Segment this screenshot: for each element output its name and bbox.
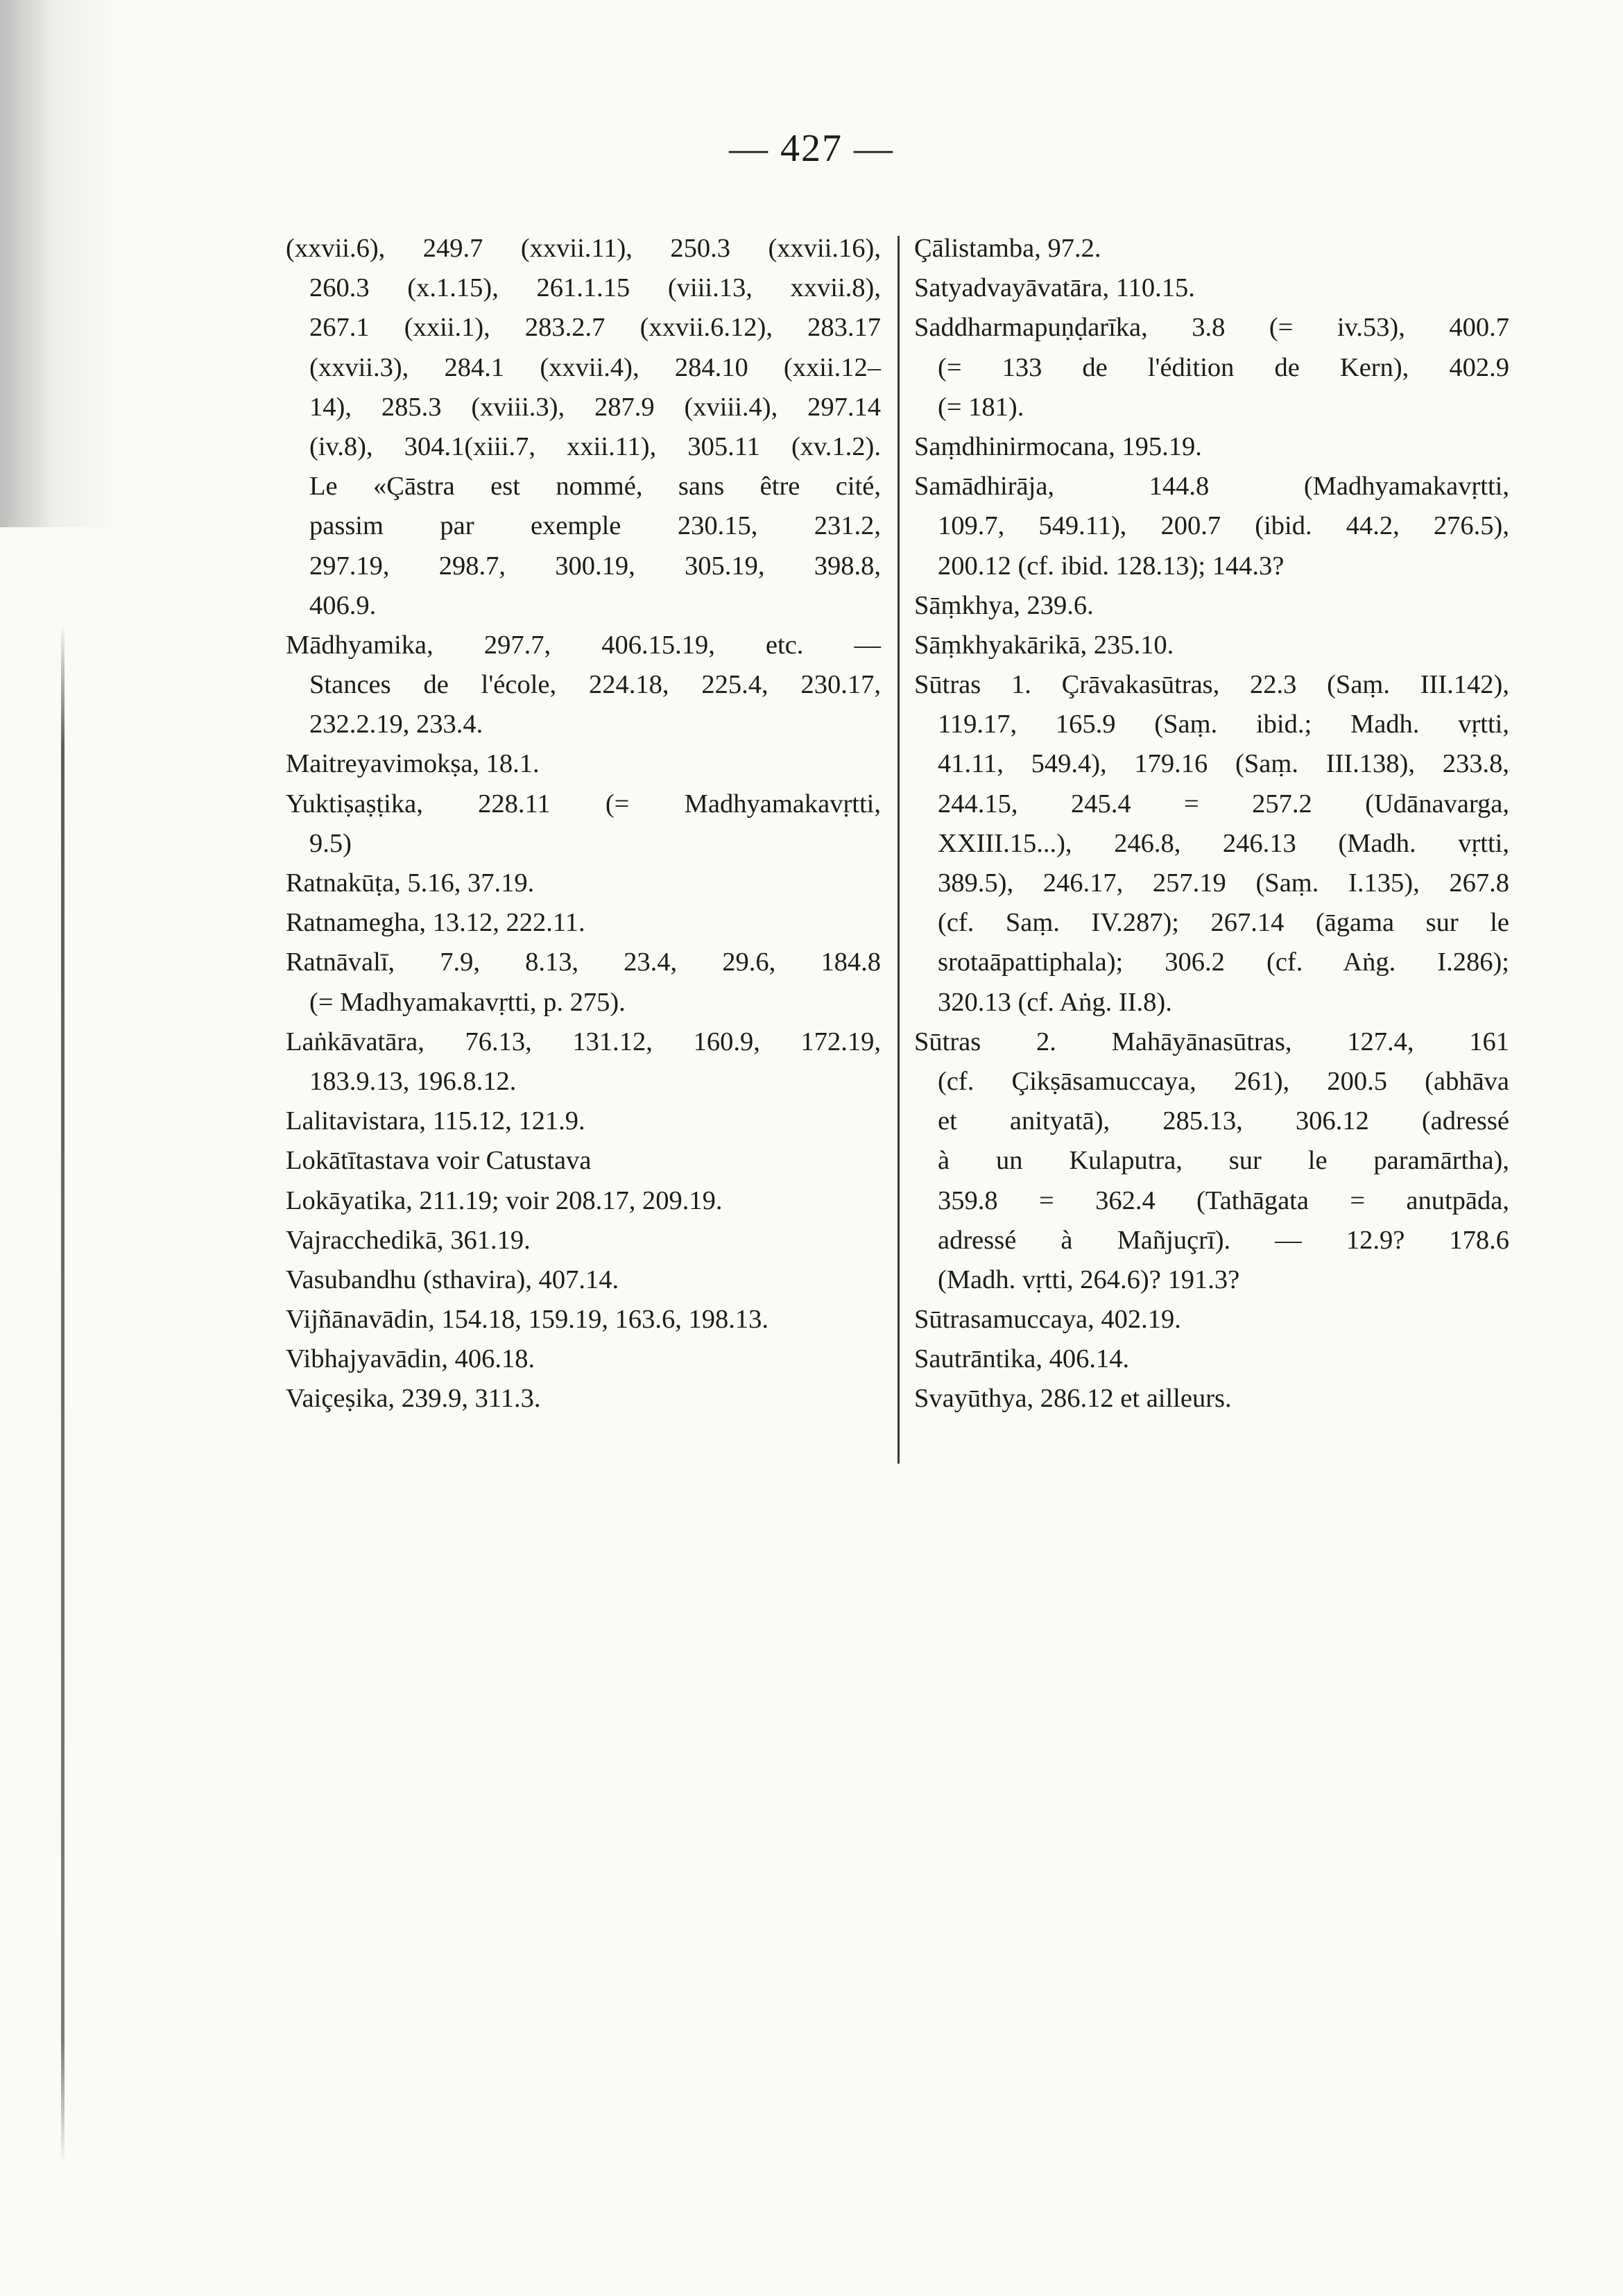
index-line: srotaāpattiphala); 306.2 (cf. Aṅg. I.286); xyxy=(938,948,1509,977)
index-entry: Lokātītastava voir Catustava xyxy=(286,1146,592,1176)
index-entry: Lokāyatika, 211.19; voir 208.17, 209.19. xyxy=(286,1185,723,1215)
index-entry: Vajracchedikā, 361.19. xyxy=(286,1225,531,1255)
index-entry: Laṅkāvatāra, 76.13, 131.12, 160.9, 172.19, xyxy=(286,1027,881,1056)
index-line: 267.1 (xxii.1), 283.2.7 (xxvii.6.12), 283.17 xyxy=(309,313,881,343)
index-line: passim par exemple 230.15, 231.2, xyxy=(309,511,881,541)
index-entry: Sāṃkhya, 239.6. xyxy=(914,590,1094,620)
index-entry: Lalitavistara, 115.12, 121.9. xyxy=(286,1106,585,1136)
index-line: et anityatā), 285.13, 306.12 (adressé xyxy=(938,1106,1509,1136)
index-line: (= 133 de l'édition de Kern), 402.9 xyxy=(938,352,1509,382)
index-line: adressé à Mañjuçrī). — 12.9? 178.6 xyxy=(938,1225,1509,1255)
index-entry: Çālistamba, 97.2. xyxy=(914,234,1101,263)
index-entry: Vaiçeṣika, 239.9, 311.3. xyxy=(286,1384,541,1414)
index-entry: Vasubandhu (sthavira), 407.14. xyxy=(286,1265,619,1294)
index-line: 244.15, 245.4 = 257.2 (Udānavarga, xyxy=(938,789,1509,819)
index-line: 200.12 (cf. ibid. 128.13); 144.3? xyxy=(938,551,1285,581)
index-line: 119.17, 165.9 (Saṃ. ibid.; Madh. vṛtti, xyxy=(938,710,1509,739)
index-line: (= Madhyamakavṛtti, p. 275). xyxy=(309,987,626,1017)
index-entry: Saṃdhinirmocana, 195.19. xyxy=(914,431,1202,461)
index-entry: Svayūthya, 286.12 et ailleurs. xyxy=(914,1384,1232,1414)
index-entry: Ratnamegha, 13.12, 222.11. xyxy=(286,908,585,938)
index-entry: Yuktiṣaṣṭika, 228.11 (= Madhyamakavṛtti, xyxy=(286,789,881,819)
scan-shadow xyxy=(0,0,118,527)
index-line: 14), 285.3 (xviii.3), 287.9 (xviii.4), 297.14 xyxy=(309,392,881,422)
index-line: 41.11, 549.4), 179.16 (Saṃ. III.138), 233.8, xyxy=(938,749,1509,779)
index-entry: Ratnāvalī, 7.9, 8.13, 23.4, 29.6, 184.8 xyxy=(286,948,881,977)
page-number: — 427 — xyxy=(729,127,894,170)
index-line: 232.2.19, 233.4. xyxy=(309,710,483,739)
scan-margin-line xyxy=(61,624,65,2164)
index-entry: Ratnakūṭa, 5.16, 37.19. xyxy=(286,868,535,898)
index-column-left xyxy=(286,229,881,1419)
index-line: 389.5), 246.17, 257.19 (Saṃ. I.135), 267.8 xyxy=(938,868,1509,898)
index-line: 109.7, 549.11), 200.7 (ibid. 44.2, 276.5), xyxy=(938,511,1509,541)
index-entry: Satyadvayāvatāra, 110.15. xyxy=(914,273,1195,303)
index-line: (xxvii.3), 284.1 (xxvii.4), 284.10 (xxii.12– xyxy=(309,352,881,382)
index-line: XXIII.15...), 246.8, 246.13 (Madh. vṛtti, xyxy=(938,828,1509,858)
index-line: Stances de l'école, 224.18, 225.4, 230.17, xyxy=(309,670,881,700)
column-divider xyxy=(898,236,900,1464)
index-entry: Mādhyamika, 297.7, 406.15.19, etc. — xyxy=(286,630,881,660)
index-entry: Sāṃkhyakārikā, 235.10. xyxy=(914,630,1174,660)
index-entry: Vibhajyavādin, 406.18. xyxy=(286,1344,535,1374)
index-line: 320.13 (cf. Aṅg. II.8). xyxy=(938,987,1172,1017)
index-entry: Vijñānavādin, 154.18, 159.19, 163.6, 198.13. xyxy=(286,1305,768,1335)
index-line: (Madh. vṛtti, 264.6)? 191.3? xyxy=(938,1265,1240,1294)
index-line: (cf. Çikṣāsamuccaya, 261), 200.5 (abhāva xyxy=(938,1066,1509,1096)
index-line: (iv.8), 304.1(xiii.7, xxii.11), 305.11 (xv.1.2). xyxy=(309,431,881,461)
index-entry: Saddharmapuṇḍarīka, 3.8 (= iv.53), 400.7 xyxy=(914,313,1509,343)
index-line: 359.8 = 362.4 (Tathāgata = anutpāda, xyxy=(938,1185,1509,1215)
index-line: 183.9.13, 196.8.12. xyxy=(309,1066,517,1096)
index-line: 260.3 (x.1.15), 261.1.15 (viii.13, xxvii.8), xyxy=(309,273,881,303)
index-line: Le «Çāstra est nommé, sans être cité, xyxy=(309,472,881,502)
index-line: 406.9. xyxy=(309,590,377,620)
index-entry: Sūtras 2. Mahāyānasūtras, 127.4, 161 xyxy=(914,1027,1509,1056)
index-line: 9.5) xyxy=(309,828,352,858)
index-entry: Samādhirāja, 144.8 (Madhyamakavṛtti, xyxy=(914,472,1509,502)
index-line: (= 181). xyxy=(938,392,1024,422)
index-line: 297.19, 298.7, 300.19, 305.19, 398.8, xyxy=(309,551,881,581)
index-line: à un Kulaputra, sur le paramārtha), xyxy=(938,1146,1509,1176)
index-column-right xyxy=(914,229,1509,1419)
index-entry: Sūtras 1. Çrāvakasūtras, 22.3 (Saṃ. III.142), xyxy=(914,670,1509,700)
index-line: (cf. Saṃ. IV.287); 267.14 (āgama sur le xyxy=(938,908,1509,938)
index-entry: Sūtrasamuccaya, 402.19. xyxy=(914,1305,1181,1335)
index-entry: Sautrāntika, 406.14. xyxy=(914,1344,1130,1374)
index-line: (xxvii.6), 249.7 (xxvii.11), 250.3 (xxvii.16), xyxy=(286,234,881,263)
index-entry: Maitreyavimokṣa, 18.1. xyxy=(286,749,540,779)
